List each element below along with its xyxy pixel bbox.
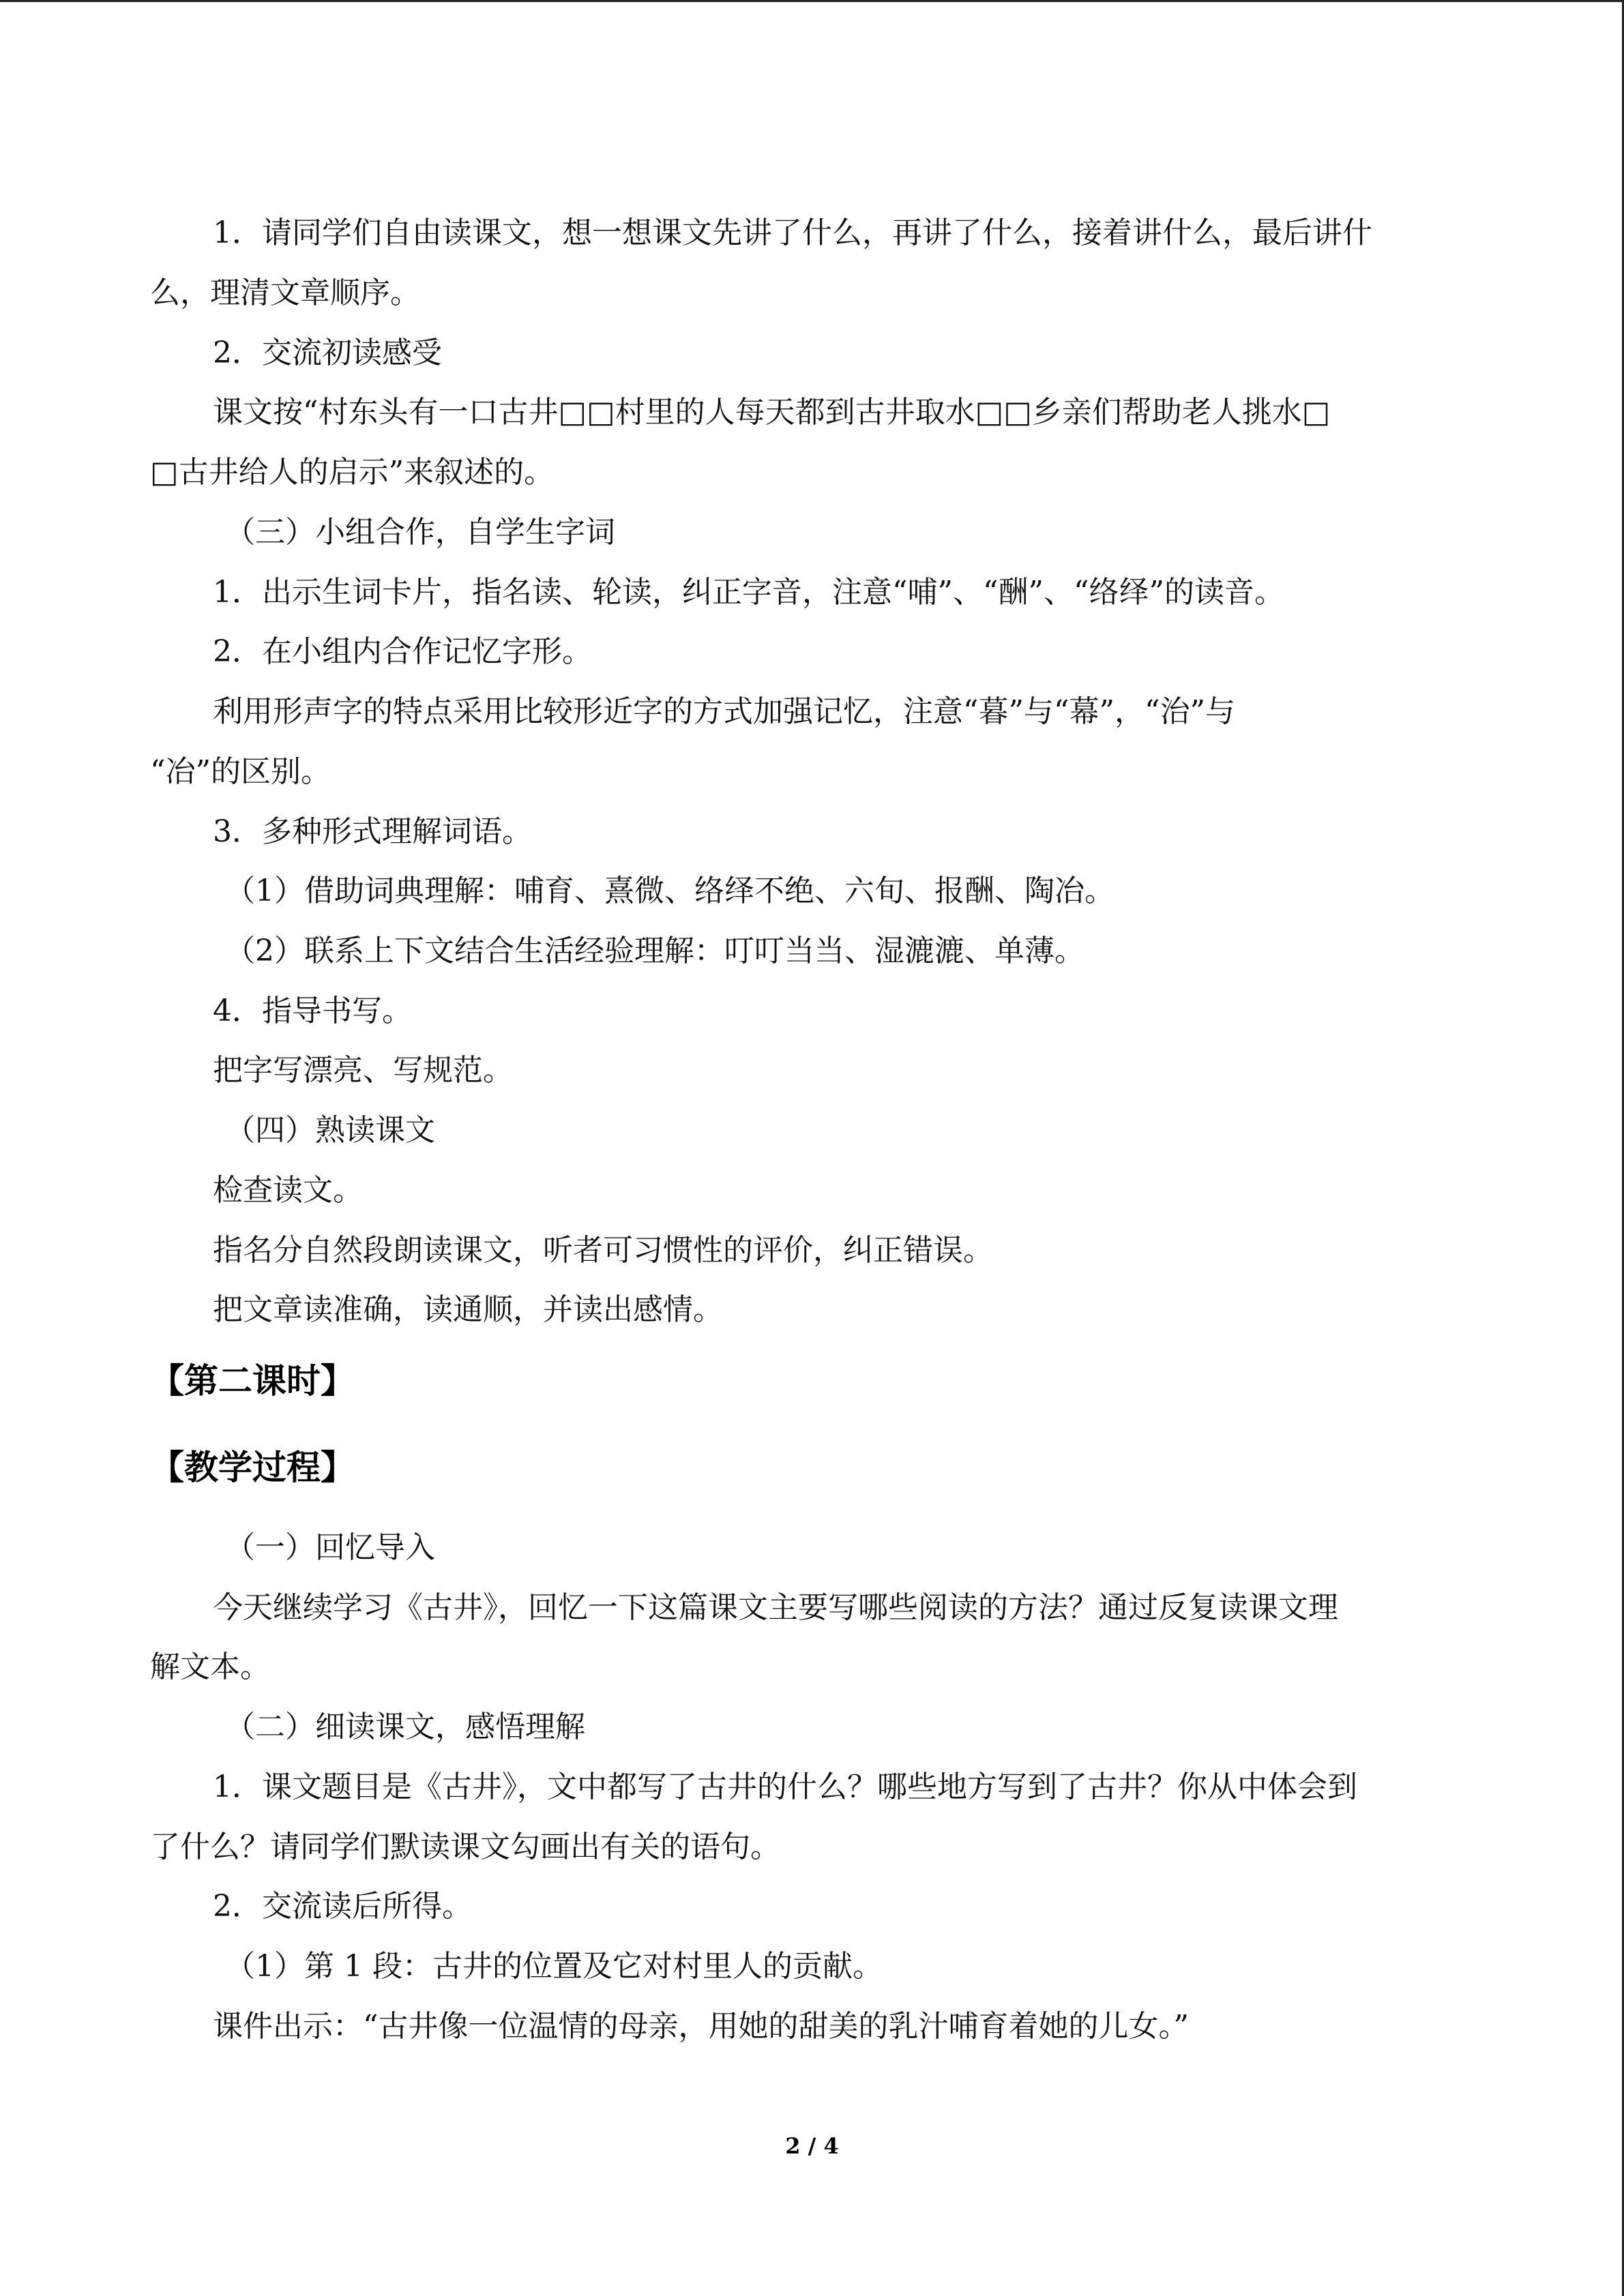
- section-subheading: （二）细读课文，感悟理解: [225, 1710, 585, 1744]
- paragraph-line: 课文按“村东头有一口古井□□村里的人每天都到古井取水□□乡亲们帮助老人挑水□: [213, 395, 1331, 430]
- paragraph-line: 解文本。: [150, 1650, 270, 1684]
- page-number: 2 / 4: [785, 2133, 839, 2159]
- paragraph-line: 4．指导书写。: [213, 994, 412, 1028]
- paragraph-line: “冶”的区别。: [150, 754, 331, 789]
- paragraph-line: 检查读文。: [213, 1173, 363, 1208]
- paragraph-line: 3．多种形式理解词语。: [213, 814, 532, 849]
- paragraph-line: 2．交流读后所得。: [213, 1889, 472, 1924]
- paragraph-line: 么，理清文章顺序。: [150, 275, 420, 310]
- paragraph-line: 课件出示：“古井像一位温情的母亲，用她的甜美的乳汁哺育着她的儿女。”: [213, 2009, 1189, 2044]
- paragraph-line: 今天继续学习《古井》，回忆一下这篇课文主要写哪些阅读的方法？通过反复读课文理: [213, 1590, 1338, 1625]
- paragraph-line: 指名分自然段朗读课文，听者可习惯性的评价，纠正错误。: [213, 1233, 993, 1268]
- paragraph-line: 2．在小组内合作记忆字形。: [213, 634, 592, 669]
- paragraph-line: 利用形声字的特点采用比较形近字的方式加强记忆，注意“暮”与“幕”，“治”与: [213, 694, 1235, 729]
- page-border-top: [0, 0, 1624, 2]
- section-subheading: （四）熟读课文: [225, 1113, 435, 1148]
- paragraph-line: 把字写漂亮、写规范。: [213, 1053, 513, 1088]
- paragraph-line: 1．出示生词卡片，指名读、轮读，纠正字音，注意“哺”、“酬”、“络绎”的读音。: [213, 575, 1284, 610]
- process-heading: 【教学过程】: [150, 1448, 355, 1487]
- section-subheading: （三）小组合作，自学生字词: [225, 515, 615, 550]
- paragraph-line: 了什么？请同学们默读课文勾画出有关的语句。: [150, 1830, 780, 1864]
- paragraph-line: 1．课文题目是《古井》，文中都写了古井的什么？哪些地方写到了古井？你从中体会到: [213, 1770, 1357, 1804]
- section-subheading: （一）回忆导入: [225, 1530, 435, 1565]
- paragraph-line: （1）借助词典理解：哺育、熹微、络绎不绝、六旬、报酬、陶冶。: [225, 874, 1114, 908]
- paragraph-line: 1．请同学们自由读课文，想一想课文先讲了什么，再讲了什么，接着讲什么，最后讲什: [213, 215, 1372, 250]
- paragraph-line: 把文章读准确，读通顺，并读出感情。: [213, 1292, 723, 1327]
- lesson-heading: 【第二课时】: [150, 1361, 355, 1401]
- paragraph-line: 2．交流初读感受: [213, 336, 442, 370]
- paragraph-line: □古井给人的启示”来叙述的。: [150, 455, 555, 490]
- paragraph-line: （2）联系上下文结合生活经验理解：叮叮当当、湿漉漉、单薄。: [225, 934, 1084, 968]
- paragraph-line: （1）第 1 段：古井的位置及它对村里人的贡献。: [225, 1949, 883, 1984]
